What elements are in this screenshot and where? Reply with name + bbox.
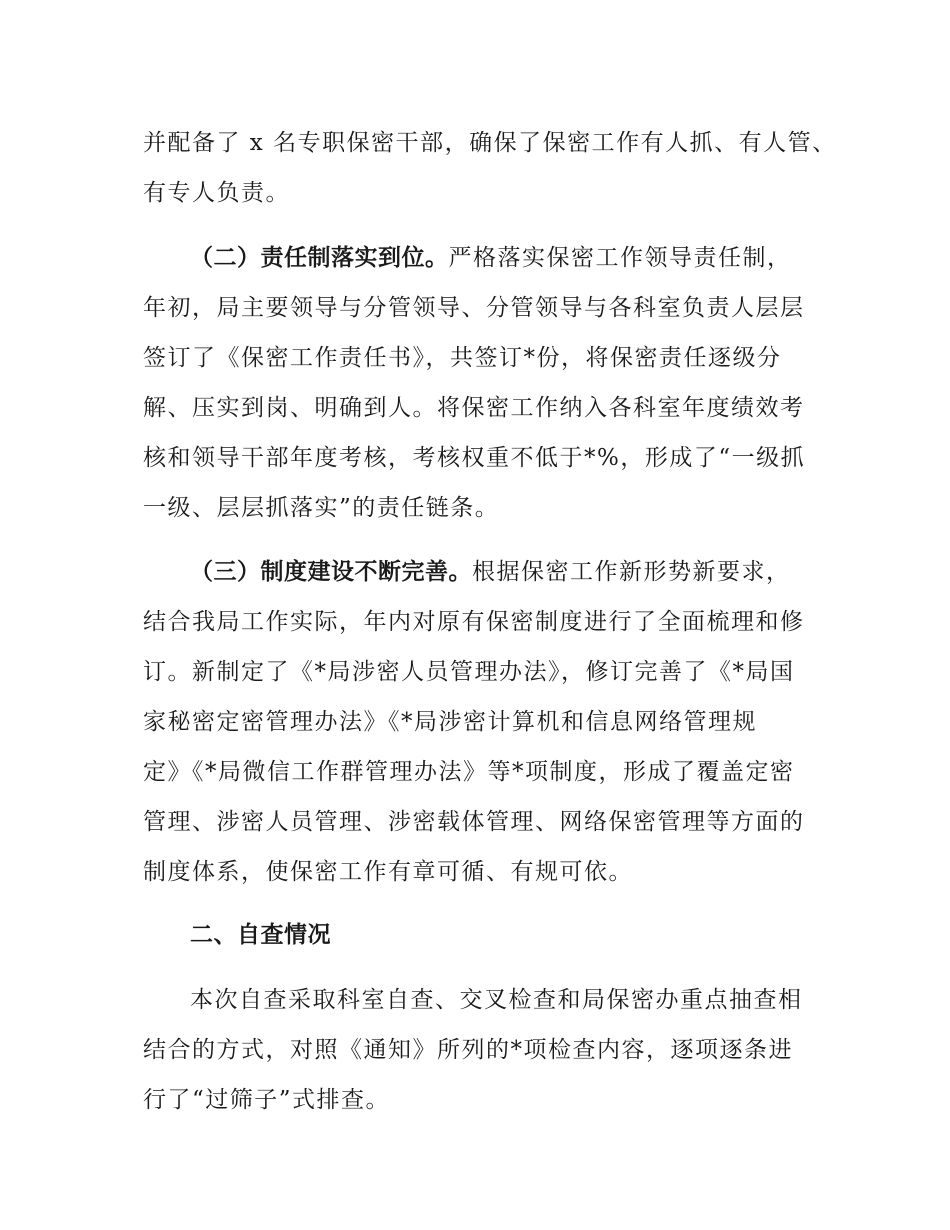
paragraph-line: 行了“过筛子”式排查。 bbox=[143, 1087, 391, 1113]
paragraph-line: 制度体系，使保密工作有章可循、有规可依。 bbox=[143, 859, 633, 885]
paragraph-line: 有专人负责。 bbox=[143, 180, 290, 206]
paragraph-line: 年初，局主要领导与分管领导、分管领导与各科室负责人层层 bbox=[143, 295, 805, 321]
paragraph-line: 订。新制定了《*局涉密人员管理办法》，修订完善了《*局国 bbox=[143, 659, 795, 685]
subsection-heading: （三）制度建设不断完善。 bbox=[190, 559, 472, 585]
paragraph-line: 并配备了 x 名专职保密干部，确保了保密工作有人抓、有人管、 bbox=[143, 130, 837, 156]
paragraph-line: 管理、涉密人员管理、涉密载体管理、网络保密管理等方面的 bbox=[143, 809, 805, 835]
section-heading: 二、自查情况 bbox=[190, 922, 331, 948]
paragraph-line: 结合的方式，对照《通知》所列的*项检查内容，逐项逐条进 bbox=[143, 1037, 793, 1063]
paragraph-first-line: 本次自查采取科室自查、交叉检查和局保密办重点抽查相 bbox=[190, 987, 803, 1013]
paragraph-line: 一级、层层抓落实”的责任链条。 bbox=[143, 495, 500, 521]
paragraph-line: 定》《*局微信工作群管理办法》等*项制度，形成了覆盖定密 bbox=[143, 759, 795, 785]
paragraph-first-line bbox=[190, 557, 791, 587]
paragraph-line: 签订了《保密工作责任书》，共签订*份，将保密责任逐级分 bbox=[143, 345, 782, 371]
subsection-heading: （二）责任制落实到位。 bbox=[190, 245, 449, 271]
paragraph-line: 结合我局工作实际，年内对原有保密制度进行了全面梳理和修 bbox=[143, 609, 805, 635]
paragraph-line: 核和领导干部年度考核，考核权重不低于*%，形成了“一级抓 bbox=[143, 445, 806, 471]
paragraph-line: 家秘密定密管理办法》《*局涉密计算机和信息网络管理规 bbox=[143, 709, 757, 735]
paragraph-first-line bbox=[190, 243, 792, 273]
paragraph-line: 解、压实到岗、明确到人。将保密工作纳入各科室年度绩效考 bbox=[143, 395, 805, 421]
paragraph-text: 严格落实保密工作领导责任制， bbox=[448, 245, 792, 271]
paragraph-text: 根据保密工作新形势新要求， bbox=[472, 559, 791, 585]
